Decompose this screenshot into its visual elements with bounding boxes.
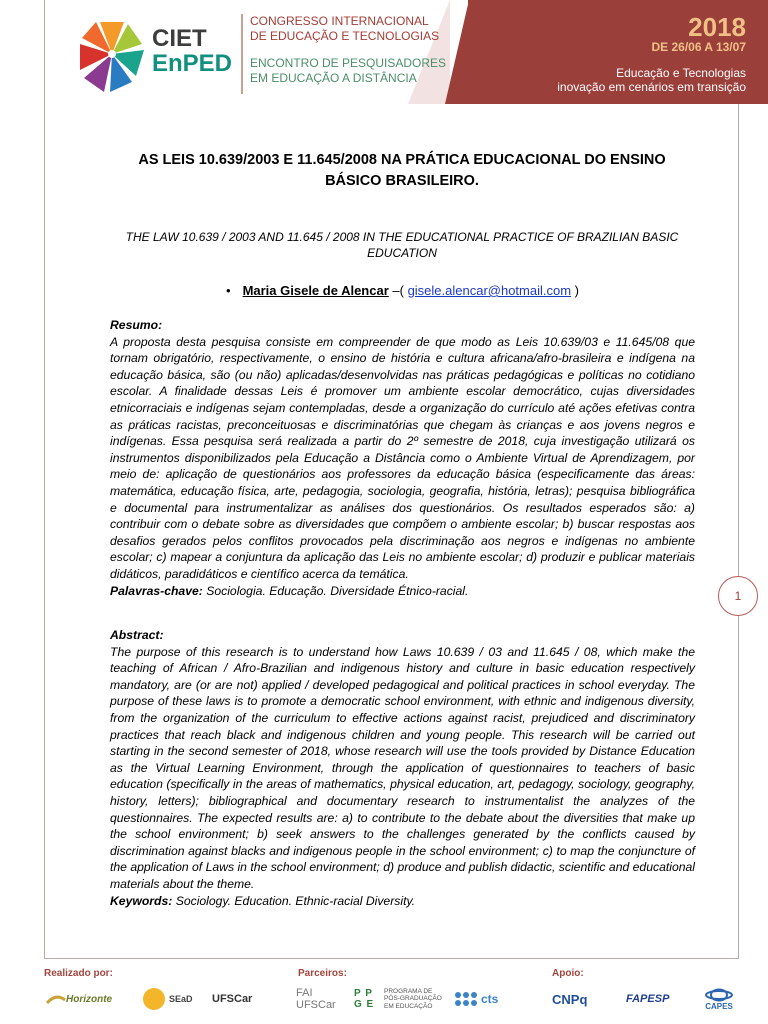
subtitle-line2: EDUCATION	[367, 246, 437, 260]
horizonte-logo	[46, 984, 112, 1014]
paper-title	[110, 150, 694, 192]
author-name[interactable]: Maria Gisele de Alencar	[242, 283, 389, 298]
paper-subtitle	[110, 229, 694, 261]
ppge-line1: PROGRAMA DE	[384, 987, 433, 995]
realizado-label: Realizado por:	[44, 968, 113, 979]
sead-logo	[143, 984, 193, 1014]
title-line2: BÁSICO BRASILEIRO.	[325, 173, 479, 189]
cts-logo-text: cts	[481, 992, 499, 1006]
fapesp-logo	[626, 984, 669, 1014]
fai-logo	[296, 984, 336, 1014]
sead-logo-text: SEaD	[169, 994, 193, 1004]
resumo-text: A proposta desta pesquisa consiste em compreender de que modo as Leis 10.639/03 e 11.645/08 que tornam obrigatório, respectivamente, o ensino de história e cultura africana/afro-brasileira e indígena na educação básica, são (ou não) aplicadas/desenvolvidas nas práticas pedagógicas e políticas no cotidiano escolar. A finalidade dessas Leis é promover um ambiente escolar democrático, cujas diversidades etnicorraciais e indígenas sejam contempladas, desde a organização do currículo até ações efetivas contra as práticas racistas, preconceituosas e discriminatórias que chegam às crianças e aos jovens negros e indígenas. Essa pesquisa será realizada a partir do 2º semestre de 2018, cuja investigação utilizará os instrumentos disponibilizados pela Educação a Distância como o Ambiente Virtual de Aprendizagem, por meio de: aplicação de questionários aos professores da educação básica (especificamente das áreas: matemática, educação física, arte, pedagogia, sociologia, geografia, história, letras); pesquisa bibliográfica e documental para instrumentalizar as análises dos questionários. Os resultados esperados são: a) contribuir com o debate sobre as diversidades que compõem o ambiente escolar; b) buscar respostas aos desafios gerados pelos conflitos provocados pela discriminação aos negros e indígenas no ambiente escolar; c) mapear a conjuntura da aplicação das Leis no ambiente escolar; d) produzir e publicar materiais didáticos, paradidáticos e científico acerca da temática.	[110, 334, 695, 581]
congress-line2: DE EDUCAÇÃO E TECNOLOGIAS	[250, 29, 440, 43]
palavras-chave-label: Palavras-chave:	[110, 583, 203, 598]
keywords	[110, 893, 695, 910]
horizonte-logo-text: Horizonte	[66, 993, 113, 1005]
keywords-text: Sociology. Education. Ethnic-racial Diversity.	[172, 893, 416, 908]
parceiros-label: Parceiros:	[298, 968, 347, 979]
ppge-line3: EM EDUCAÇÃO	[384, 1002, 433, 1010]
palavras-chave-text: Sociologia. Educação. Diversidade Étnico-racial.	[202, 583, 469, 598]
brand-ciet: CIET	[152, 25, 207, 52]
cnpq-logo-text: CNPq	[552, 991, 588, 1007]
keywords-label: Keywords:	[110, 893, 173, 908]
ufscar-logo-text: UFSCar	[212, 993, 253, 1005]
capes-logo-text: CAPES	[705, 1001, 733, 1011]
sead-sun-icon	[143, 988, 165, 1010]
abstract-heading: Abstract:	[110, 628, 164, 642]
apoio-label: Apoio:	[552, 968, 584, 979]
resumo-section	[110, 317, 695, 599]
tagline-line1: Educação e Tecnologias	[616, 66, 746, 80]
cts-dots-icon	[455, 992, 477, 1006]
brand-enped: EnPED	[152, 50, 233, 77]
fai-logo-line1: FAI	[296, 987, 313, 999]
header-divider	[241, 14, 243, 94]
author-separator: –(	[388, 283, 408, 298]
abstract-section	[110, 627, 695, 909]
capes-logo	[704, 984, 734, 1014]
page-border-bottom	[44, 958, 739, 959]
fai-logo-line2: UFSCar	[296, 999, 336, 1011]
tagline-line2: inovação em cenários em transição	[557, 80, 746, 94]
page-number: 1	[718, 576, 758, 616]
title-line1: AS LEIS 10.639/2003 E 11.645/2008 NA PRÁTICA EDUCACIONAL DO ENSINO	[138, 152, 666, 168]
event-dates: DE 26/06 A 13/07	[651, 40, 746, 54]
horizonte-swoosh-icon	[46, 992, 66, 1006]
event-year: 2018	[688, 12, 746, 42]
ppge-line2: PÓS-GRADUAÇÃO	[384, 995, 442, 1003]
subtitle-line1: THE LAW 10.639 / 2003 AND 11.645 / 2008 IN THE EDUCATIONAL PRACTICE OF BRAZILIAN BASIC	[125, 230, 679, 244]
cts-logo	[455, 984, 498, 1014]
brand-name	[152, 26, 232, 76]
meeting-line2: EM EDUCAÇÃO A DISTÂNCIA	[250, 71, 417, 85]
page-border-right	[738, 104, 739, 958]
resumo-heading: Resumo:	[110, 318, 163, 332]
page-border-left	[44, 0, 45, 958]
palavras-chave	[110, 583, 695, 600]
event-tagline	[557, 66, 746, 94]
fapesp-logo-text: FAPESP	[626, 993, 670, 1005]
ciet-flower-logo-icon	[78, 14, 146, 94]
abstract-text: The purpose of this research is to understand how Laws 10.639 / 03 and 11.645 / 08, which make the teaching of African / Afro-Brazilian and indigenous history and culture in basic education respectively mandatory, are (or are not) applied / developed pedagogical and political practices in school everyday. The purpose of these laws is to promote a democratic school environment, with ethnic and indigenous diversity, from the organization of the curriculum to effective actions against racist, prejudiced and discriminatory practices that reach black and indigenous children and young people. This research will be carried out starting in the second semester of 2018, whose research will use the tools provided by Distance Education as the Virtual Learning Environment, through the application of questionnaires to teachers of basic education (specifically in the areas of mathematics, physical education, art, pedagogy, sociology, geography, history, letters); bibliographical and documentary research to instrumentalist the analyzes of the questionnaires. The expected results are: a) to contribute to the debate about the diversities that make up the school environment; b) seek answers to the challenges generated by the conflicts caused by discrimination against blacks and indigenous people in the school environment; c) to map the conjuncture of the application of Laws in the school environment; d) produce and publish didactic, scientific and educational materials about the theme.	[110, 644, 695, 891]
meeting-line1: ENCONTRO DE PESQUISADORES	[250, 56, 447, 70]
header-accent-slant	[445, 0, 469, 104]
author-bullet: •	[226, 283, 231, 298]
author-close: )	[571, 283, 580, 298]
author-line	[226, 283, 579, 298]
capes-rings-icon	[704, 988, 734, 1002]
ufscar-logo	[212, 984, 252, 1014]
ppge-letters: P P G E	[354, 988, 374, 1010]
congress-title	[250, 14, 439, 44]
meeting-title	[250, 56, 446, 86]
ppge-logo	[354, 984, 442, 1014]
cnpq-logo	[552, 984, 587, 1014]
congress-line1: CONGRESSO INTERNACIONAL	[250, 14, 429, 28]
author-email-link[interactable]: gisele.alencar@hotmail.com	[407, 283, 572, 298]
